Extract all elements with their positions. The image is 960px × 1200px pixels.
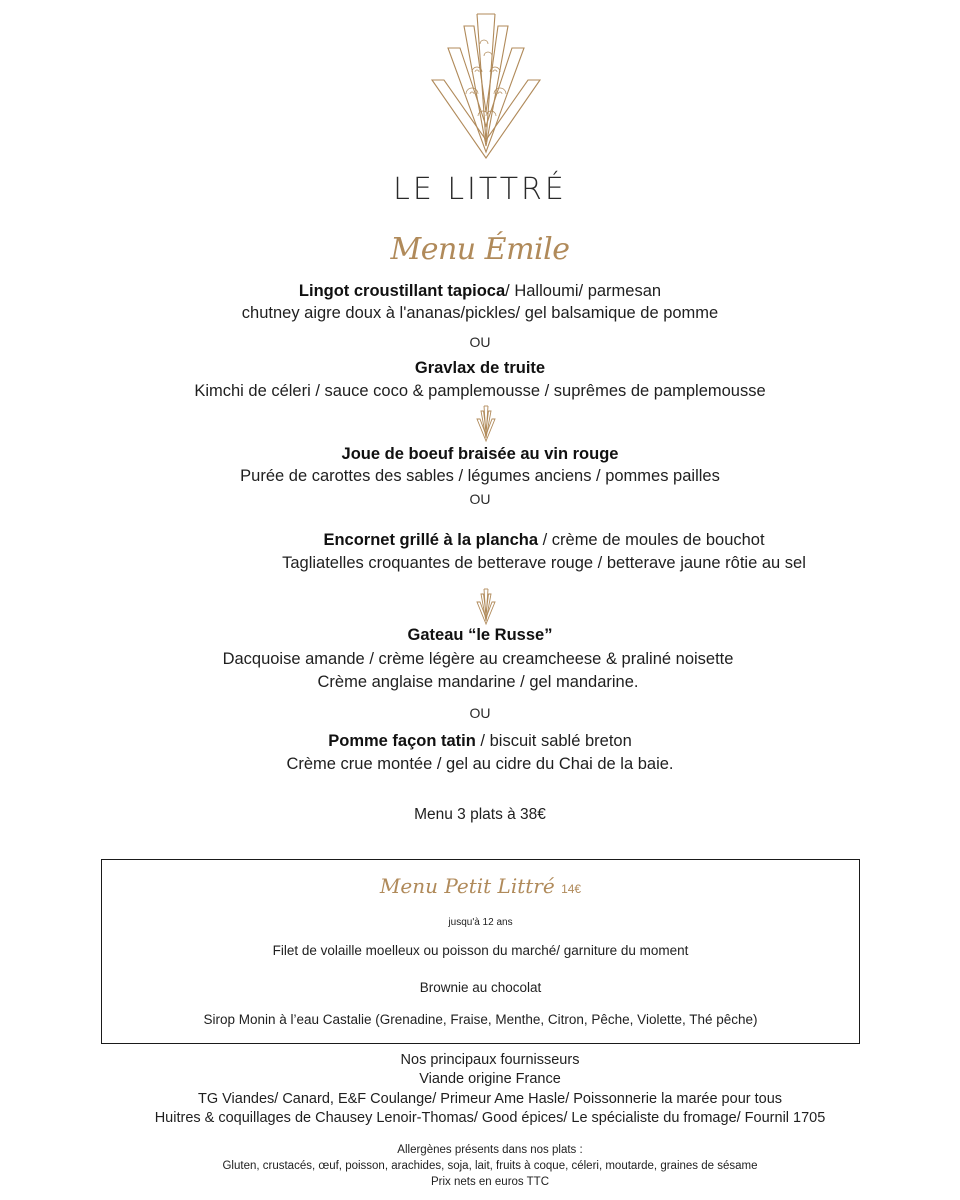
suppliers-heading: Nos principaux fournisseurs [400,1052,580,1068]
kids-main: Filet de volaille moelleux ou poisson du marché/ garniture du moment [272,943,689,958]
or-separator: OU [469,705,491,721]
starter-2-description: Kimchi de céleri / sauce coco & pamplemousse / suprêmes de pamplemousse [194,382,766,400]
kids-dessert: Brownie au chocolat [419,980,542,995]
menu-price: Menu 3 plats à 38€ [414,806,546,823]
prices-note: Prix nets en euros TTC [430,1176,550,1188]
kids-menu-price: 14€ [561,882,582,896]
main-2-description: Tagliatelles croquantes de betterave rouge / betterave jaune rôtie au sel [282,554,806,572]
dessert-1-title: Gateau “le Russe” [407,626,553,644]
dessert-2-title: Pomme façon tatin / biscuit sablé breton [328,732,632,750]
kids-menu-box [101,859,860,1044]
suppliers-line-1: TG Viandes/ Canard, E&F Coulange/ Primeur Ame Hasle/ Poissonnerie la marée pour tous [197,1091,783,1107]
art-deco-logo-icon [430,12,542,162]
main-1-description: Purée de carottes des sables / légumes anciens / pommes pailles [240,467,720,485]
main-1-title: Joue de boeuf braisée au vin rouge [341,445,619,463]
art-deco-divider-icon [476,588,496,626]
dessert-2-description: Crème crue montée / gel au cidre du Chai de la baie. [286,755,674,773]
starter-1-description: chutney aigre doux à l'ananas/pickles/ gel balsamique de pomme [241,304,719,322]
starter-1-title: Lingot croustillant tapioca/ Halloumi/ parmesan [298,282,662,300]
kids-drink: Sirop Monin à l’eau Castalie (Grenadine, Fraise, Menthe, Citron, Pêche, Violette, Thé pêche) [203,1012,758,1027]
menu-title: Menu Émile [390,232,570,267]
or-separator: OU [469,491,491,507]
dessert-1-description-2: Crème anglaise mandarine / gel mandarine. [317,673,639,691]
dessert-1-description: Dacquoise amande / crème légère au creamcheese & praliné noisette [222,650,734,668]
suppliers-origin: Viande origine France [419,1071,561,1087]
art-deco-divider-icon [476,405,496,443]
or-separator: OU [469,334,491,350]
kids-age-limit: jusqu'à 12 ans [448,917,513,928]
allergens-heading: Allergènes présents dans nos plats : [397,1144,583,1156]
main-2-title: Encornet grillé à la plancha / crème de moules de bouchot [323,531,765,549]
brand-name: LE LITTRÉ [393,172,567,207]
suppliers-line-2: Huitres & coquillages de Chausey Lenoir-Thomas/ Good épices/ Le spécialiste du fromage/ Fournil 1705 [154,1110,826,1126]
starter-2-title: Gravlax de truite [414,359,546,377]
kids-menu-title: Menu Petit Littré 14€ [379,874,582,898]
allergens-list: Gluten, crustacés, œuf, poisson, arachides, soja, lait, fruits à coque, céleri, moutarde, graines de sésame [222,1160,758,1172]
